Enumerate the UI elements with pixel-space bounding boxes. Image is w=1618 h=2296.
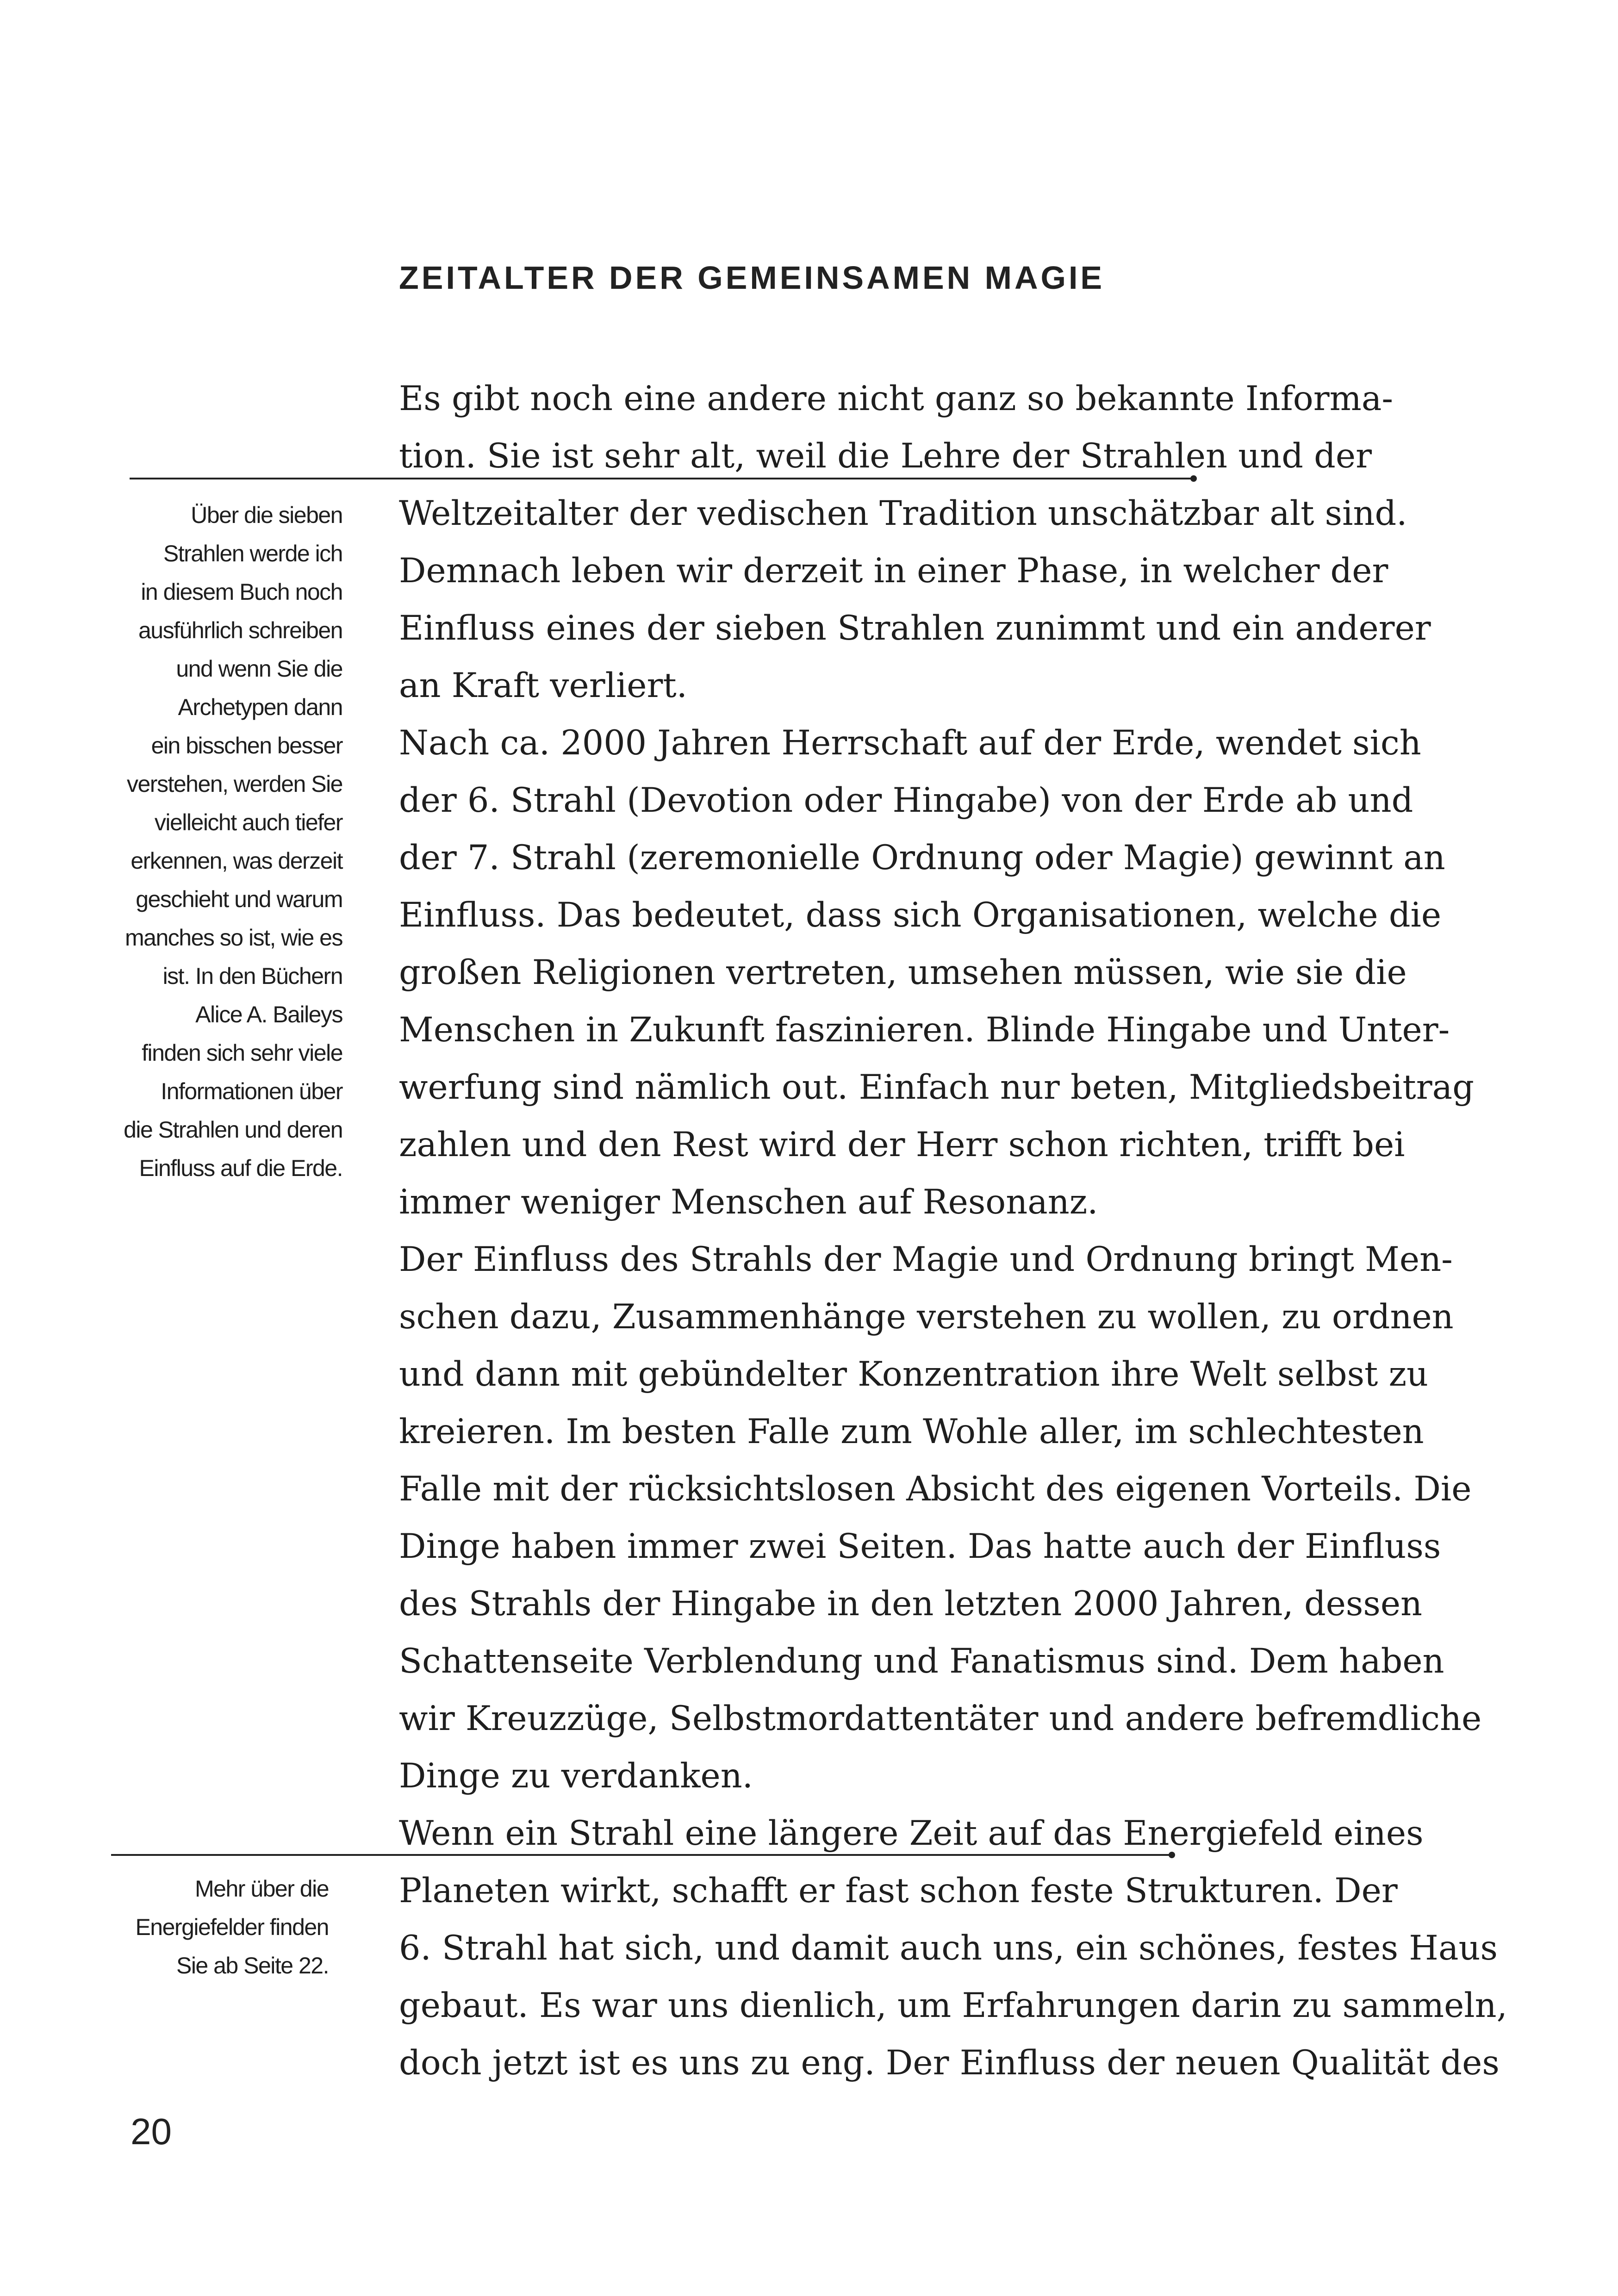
body-line: Menschen in Zukunft faszinieren. Blinde Hingabe und Unter- [399,1010,1450,1050]
margin-note-line: in diesem Buch noch [141,579,342,605]
body-line: an Kraft verliert. [399,666,687,705]
body-line: Nach ca. 2000 Jahren Herrschaft auf der Erde, wendet sich [399,723,1421,763]
body-line: doch jetzt ist es uns zu eng. Der Einfluss der neuen Qualität des [399,2043,1500,2083]
margin-note-line: Alice A. Baileys [195,1002,342,1027]
margin-note-energy-fields [102,1870,329,1985]
margin-note-line: ist. In den Büchern [162,963,342,989]
margin-note-line: ein bisschen besser [151,733,342,759]
margin-note-line: Einfluss auf die Erde. [139,1155,342,1181]
body-line: Es gibt noch eine andere nicht ganz so bekannte Informa- [399,379,1394,418]
body-line: wir Kreuzzüge, Selbstmordattentäter und andere befremdliche [399,1699,1482,1738]
margin-note-line: Energiefelder finden [135,1914,329,1940]
margin-note-line: Mehr über die [195,1876,329,1902]
body-line: kreieren. Im besten Falle zum Wohle aller, im schlechtesten [399,1412,1424,1451]
margin-note-line: manches so ist, wie es [125,925,342,951]
margin-note-line: die Strahlen und deren [124,1117,342,1143]
margin-note-line: ausführlich schreiben [138,617,342,643]
body-line: der 7. Strahl (zeremonielle Ordnung oder Magie) gewinnt an [399,838,1445,877]
body-line: Schattenseite Verblendung und Fanatismus sind. Dem haben [399,1642,1444,1681]
margin-note-rays [102,496,342,1188]
margin-note-line: Archetypen dann [178,694,342,720]
body-text [399,370,1507,2092]
body-line: Einfluss. Das bedeutet, dass sich Organisationen, welche die [399,896,1442,935]
page-number: 20 [131,2111,172,2152]
body-line: immer weniger Menschen auf Resonanz. [399,1182,1098,1222]
margin-note-line: verstehen, werden Sie [126,771,342,797]
body-line: großen Religionen vertreten, umsehen müssen, wie sie die [399,953,1407,992]
section-heading: ZEITALTER DER GEMEINSAMEN MAGIE [399,260,1105,296]
margin-note-line: und wenn Sie die [176,656,342,682]
body-line: Dinge zu verdanken. [399,1756,753,1796]
margin-note-line: Über die sieben [191,502,342,528]
body-line: Wenn ein Strahl eine längere Zeit auf das Energiefeld eines [399,1814,1424,1853]
body-line: 6. Strahl hat sich, und damit auch uns, ein schönes, festes Haus [399,1929,1498,1968]
body-line: schen dazu, Zusammenhänge verstehen zu wollen, zu ordnen [399,1297,1454,1337]
body-line: Weltzeitalter der vedischen Tradition unschätzbar alt sind. [399,494,1407,533]
body-line: werfung sind nämlich out. Einfach nur beten, Mitgliedsbeitrag [399,1068,1474,1107]
body-line: der 6. Strahl (Devotion oder Hingabe) von der Erde ab und [399,781,1413,820]
body-line: und dann mit gebündelter Konzentration ihre Welt selbst zu [399,1355,1429,1394]
margin-note-line: Strahlen werde ich [163,541,342,566]
body-line: Einfluss eines der sieben Strahlen zunimmt und ein anderer [399,609,1431,648]
body-line: Demnach leben wir derzeit in einer Phase, in welcher der [399,551,1388,591]
margin-note-line: finden sich sehr viele [142,1040,342,1066]
body-line: Planeten wirkt, schafft er fast schon feste Strukturen. Der [399,1871,1398,1910]
margin-note-line: vielleicht auch tiefer [154,809,342,835]
body-line: des Strahls der Hingabe in den letzten 2000 Jahren, dessen [399,1584,1423,1624]
body-line: gebaut. Es war uns dienlich, um Erfahrungen darin zu sammeln, [399,1986,1507,2025]
body-line: zahlen und den Rest wird der Herr schon richten, trifft bei [399,1125,1405,1164]
body-line: Der Einfluss des Strahls der Magie und Ordnung bringt Men- [399,1240,1453,1279]
margin-note-line: geschieht und warum [136,886,342,912]
body-line: Dinge haben immer zwei Seiten. Das hatte auch der Einfluss [399,1527,1441,1566]
body-line: Falle mit der rücksichtslosen Absicht des eigenen Vorteils. Die [399,1469,1472,1509]
margin-note-line: erkennen, was derzeit [131,848,342,874]
body-line: tion. Sie ist sehr alt, weil die Lehre der Strahlen und der [399,436,1372,476]
margin-note-line: Informationen über [161,1078,342,1104]
margin-note-line: Sie ab Seite 22. [176,1953,329,1979]
